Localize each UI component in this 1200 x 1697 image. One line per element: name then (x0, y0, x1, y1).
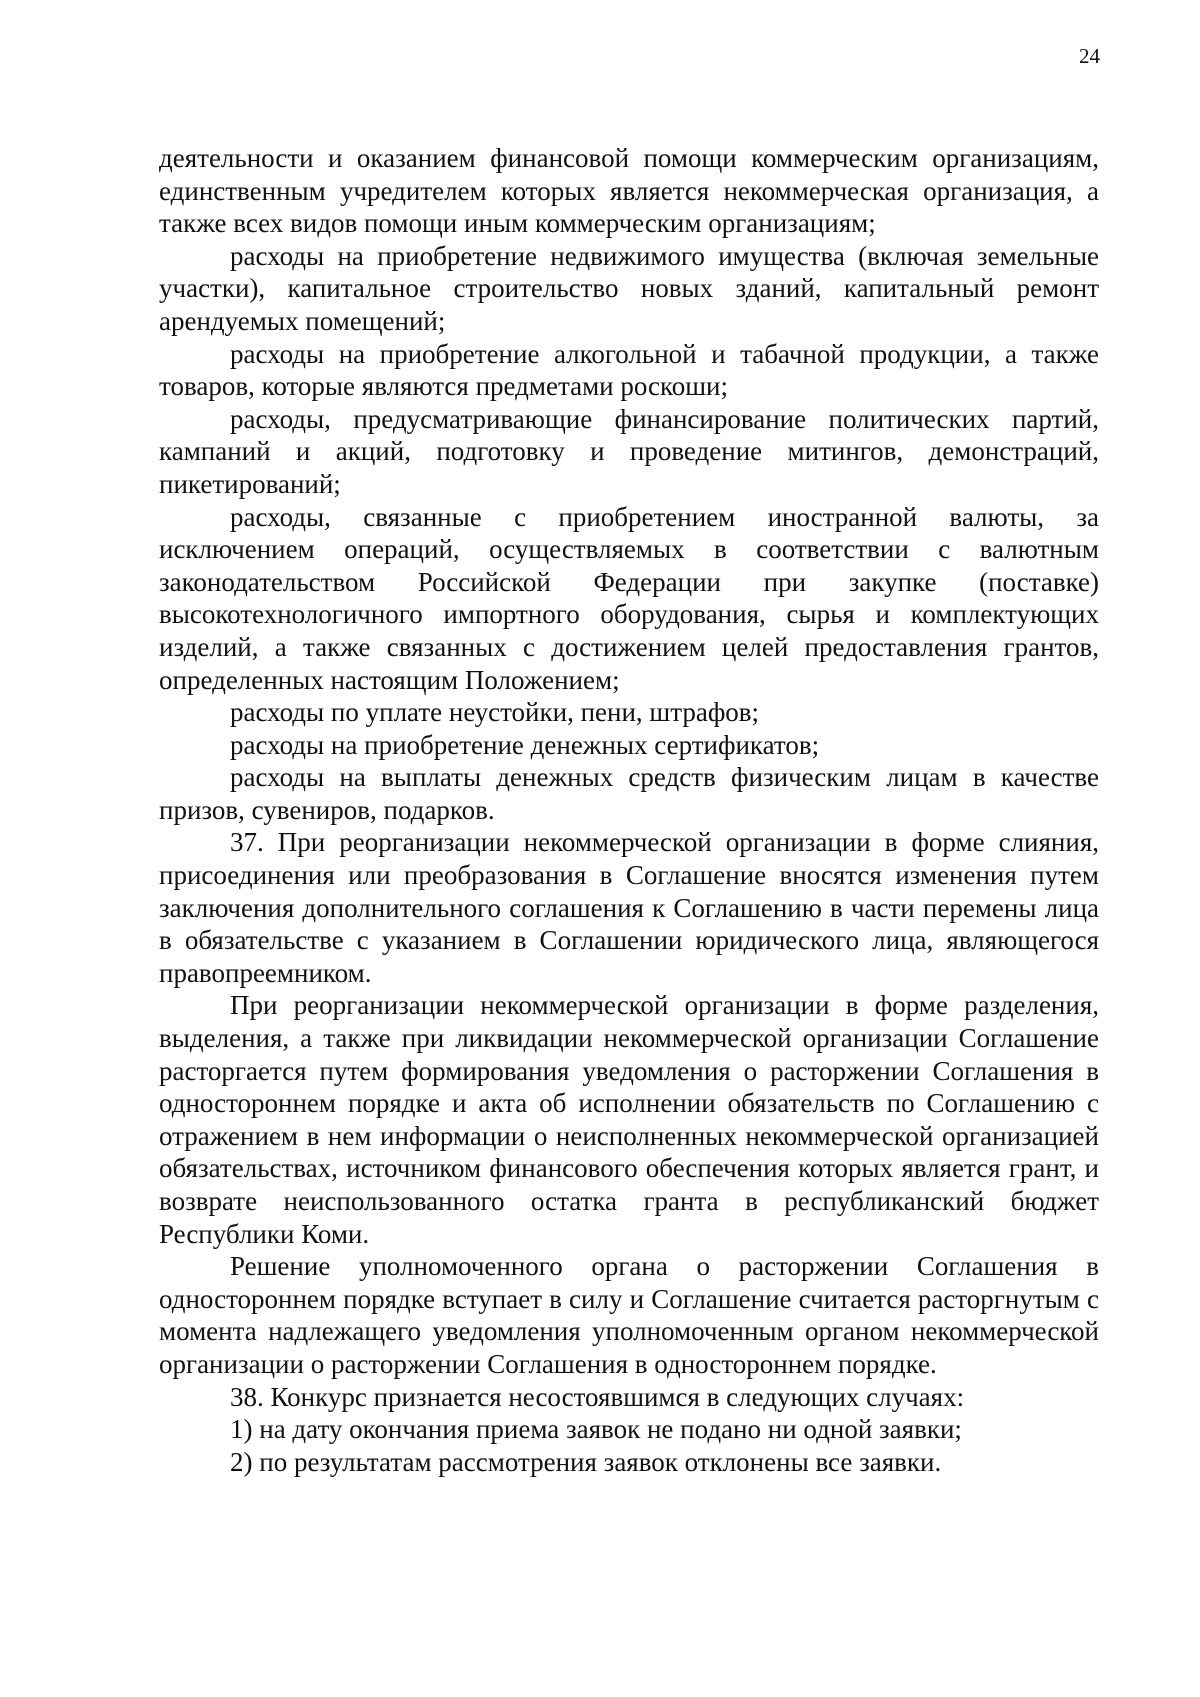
page-number: 24 (1079, 44, 1100, 68)
paragraph-certificate-expenses: расходы на приобретение денежных сертификатов; (230, 729, 820, 760)
paragraph-foreign-currency-expenses: расходы, связанные с приобретением иностранной валюты, за исключением операций, осуществляемых в соответствии с валютным законодательством Российской Федерации при закупке (поставке) высокотехнологичного импортного оборудования, сырья и комплектующих изделий, а также связанных с достижением целей предоставления грантов, определенных настоящим Положением; (159, 501, 1099, 695)
paragraph-real-estate-expenses: расходы на приобретение недвижимого имущества (включая земельные участки), капитальное строительство новых зданий, капитальный ремонт арендуемых помещений; (159, 240, 1099, 336)
paragraph-alcohol-tobacco-expenses: расходы на приобретение алкогольной и табачной продукции, а также товаров, которые являются предметами роскоши; (159, 338, 1099, 402)
paragraph-clause-38: 38. Конкурс признается несостоявшимся в следующих случаях: (230, 1381, 965, 1412)
list-item-all-rejected: 2) по результатам рассмотрения заявок отклонены все заявки. (230, 1446, 942, 1477)
paragraph-termination-decision: Решение уполномоченного органа о расторжении Соглашения в одностороннем порядке вступает в силу и Соглашение считается расторгнутым с момента надлежащего уведомления уполномоченным органом некоммерческой организации о расторжении Соглашения в одностороннем порядке. (159, 1251, 1099, 1379)
paragraph-clause-37: 37. При реорганизации некоммерческой организации в форме слияния, присоединения или преобразования в Соглашение вносятся изменения путем заключения дополнительного соглашения к Соглашению в части перемены лица в обязательстве с указанием в Соглашении юридического лица, являющегося правопреемником. (159, 827, 1099, 988)
paragraph-prizes-expenses: расходы на выплаты денежных средств физическим лицам в качестве призов, сувениров, подарков. (159, 762, 1099, 825)
paragraph-continuation: деятельности и оказанием финансовой помощи коммерческим организациям, единственным учредителем которых является некоммерческая организация, а также всех видов помощи иным коммерческим организациям; (159, 143, 1099, 239)
paragraph-reorganization-division: При реорганизации некоммерческой организации в форме разделения, выделения, а также при ликвидации некоммерческой организации Соглашение расторгается путем формирования уведомления о расторжении Соглашения в одностороннем порядке и акта об исполнении обязательств по Соглашению с отражением в нем информации о неисполненных некоммерческой организацией обязательствах, источником финансового обеспечения которых является грант, и возврате неиспользованного остатка гранта в республиканский бюджет Республики Коми. (159, 990, 1099, 1249)
paragraph-political-expenses: расходы, предусматривающие финансирование политических партий, кампаний и акций, подготовку и проведение митингов, демонстраций, пикетирований; (159, 403, 1099, 499)
document-body (159, 142, 1099, 1478)
paragraph-penalty-expenses: расходы по уплате неустойки, пени, штрафов; (230, 697, 760, 728)
list-item-no-applications: 1) на дату окончания приема заявок не подано ни одной заявки; (230, 1414, 962, 1445)
